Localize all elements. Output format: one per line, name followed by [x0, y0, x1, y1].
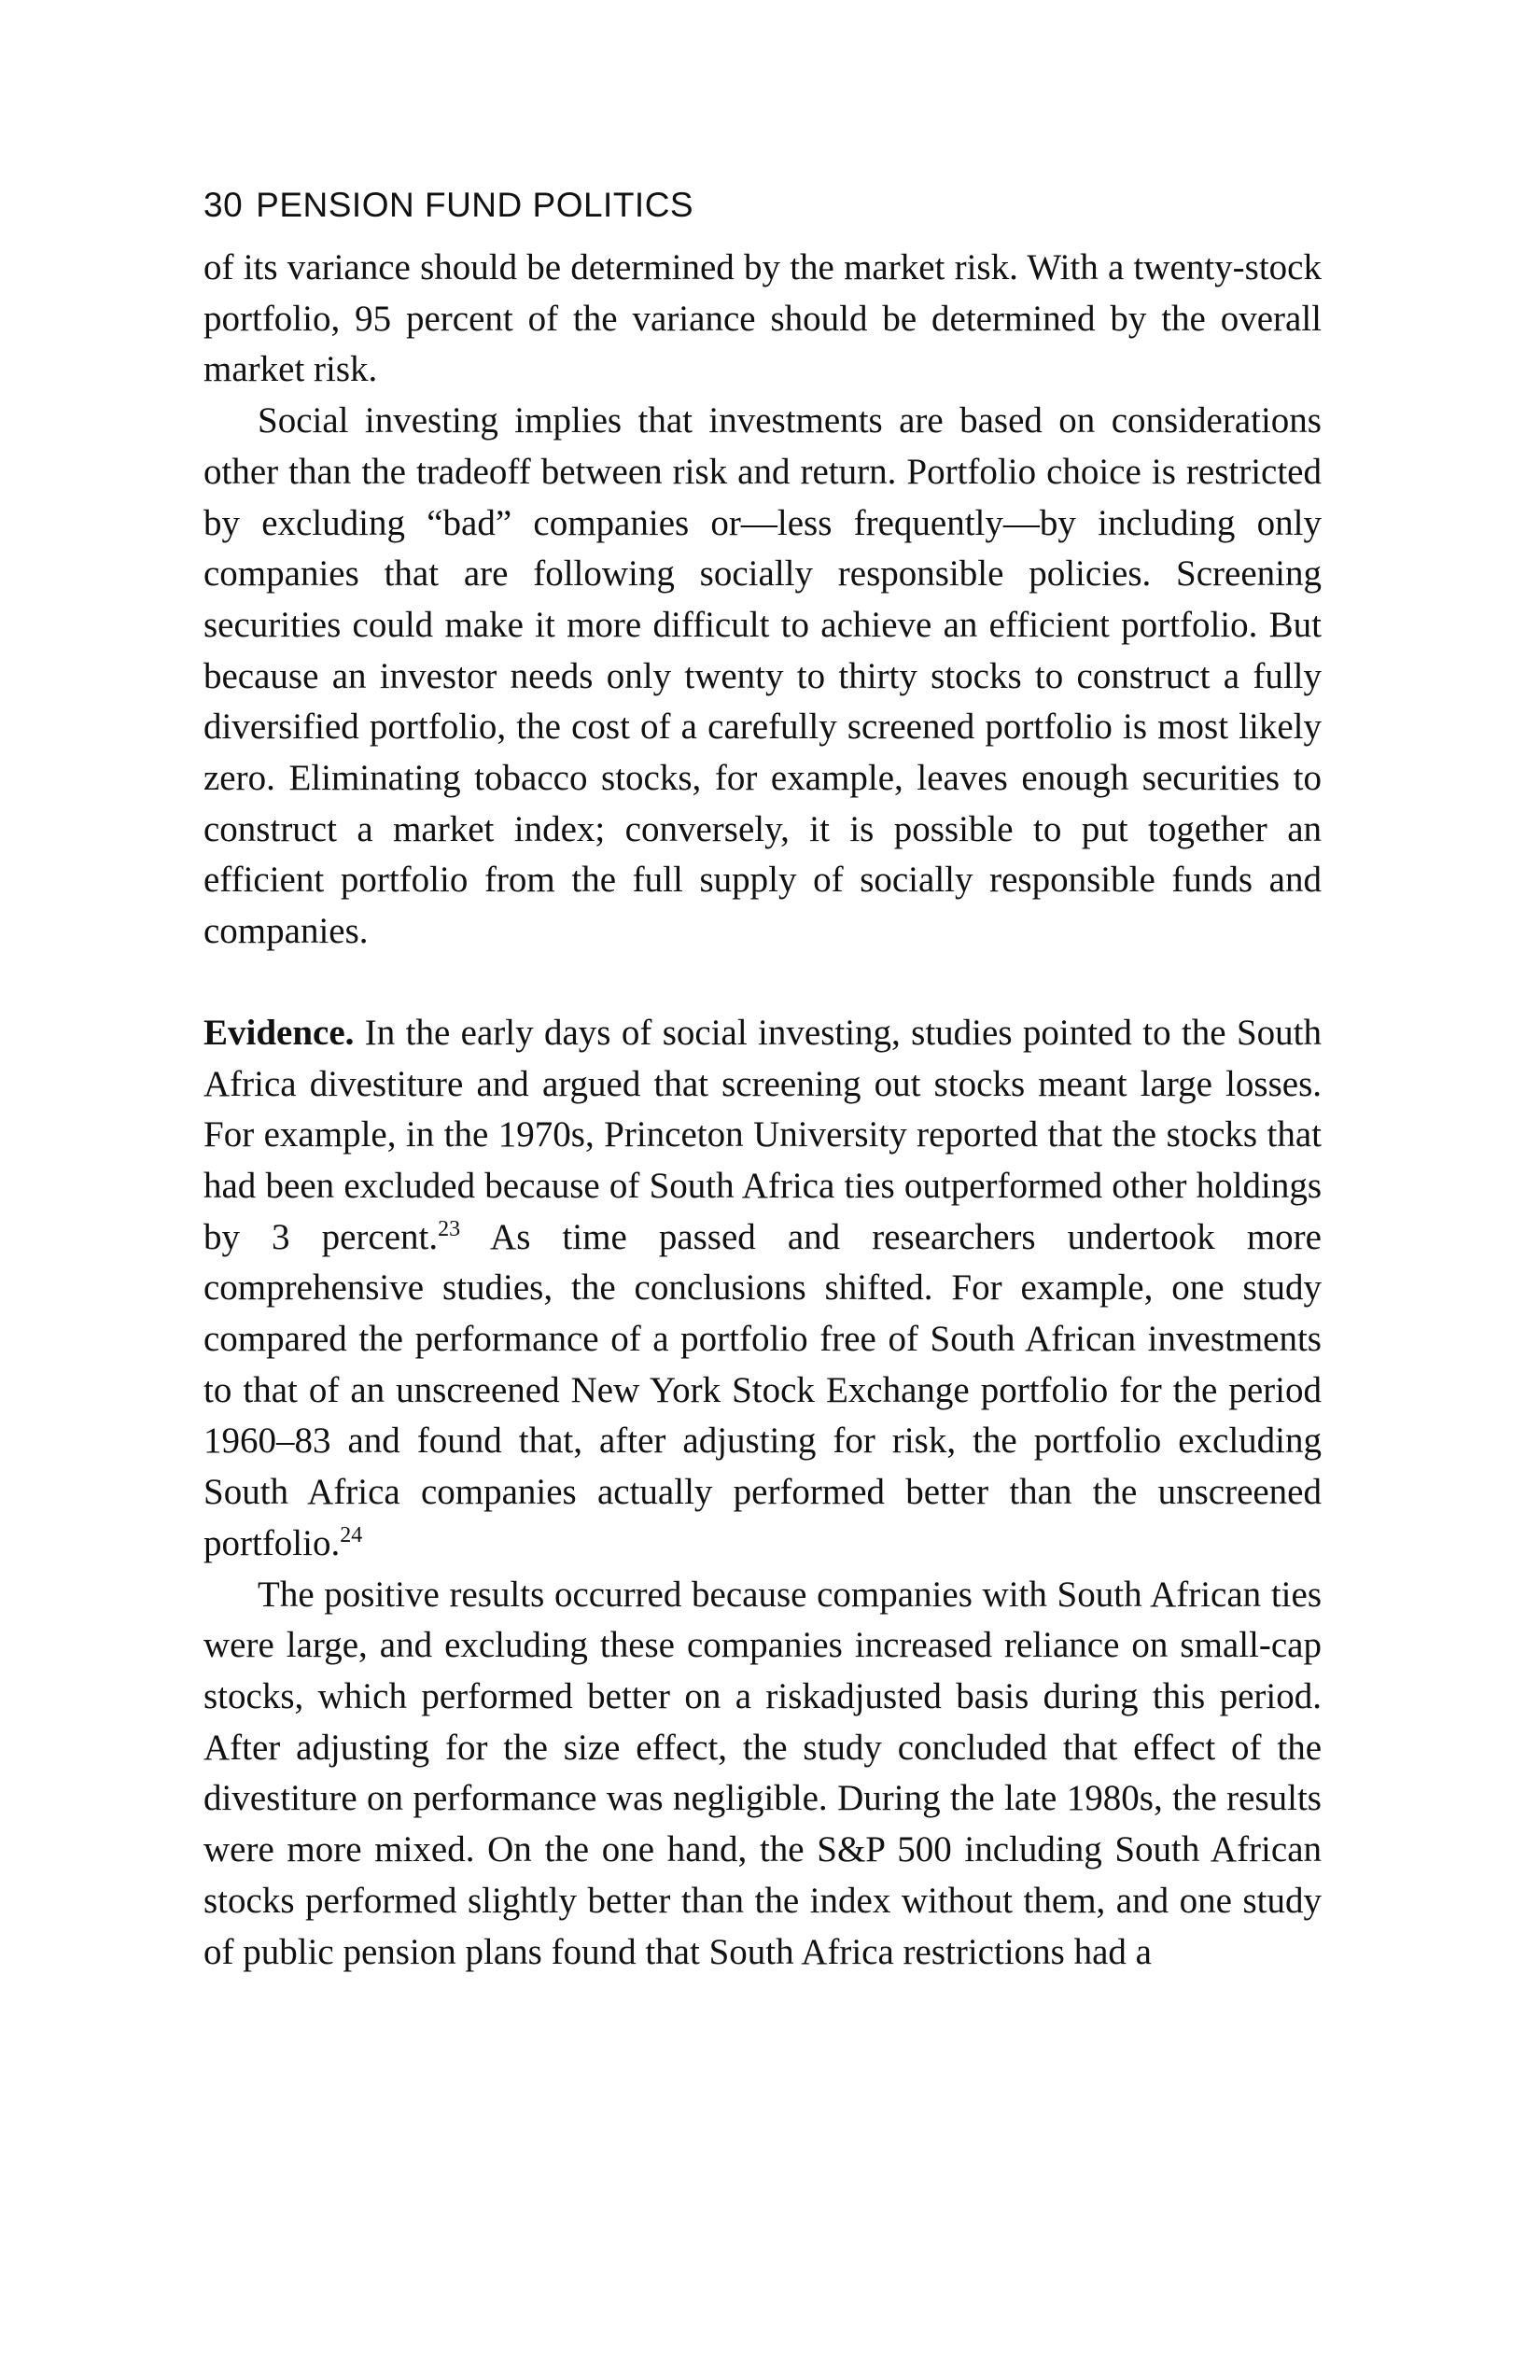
section-heading-evidence: Evidence.: [203, 1012, 355, 1053]
book-page: [203, 185, 1322, 1978]
page-number: 30: [203, 186, 244, 224]
footnote-ref-24[interactable]: 24: [340, 1522, 363, 1547]
running-title: PENSION FUND POLITICS: [256, 186, 694, 224]
paragraph-evidence-text-1: In the early days of social investing, studies pointed to the South Africa divestiture and argued that screening out stocks meant large losses. For example, in the 1970s, Princeton University reported that the stocks that had been excluded because of South Africa ties outperformed other holdings by 3 percent.: [203, 1012, 1322, 1257]
footnote-ref-23[interactable]: 23: [438, 1216, 461, 1241]
paragraph-evidence: [203, 1008, 1322, 1570]
paragraph-evidence-text-2: As time passed and researchers undertook more comprehensive studies, the conclusions shifted. For example, one study compared the performance of a portfolio free of South African investments to that of an unscreened New York Stock Exchange portfolio for the period 1960–83 and found that, after adjusting for risk, the portfolio excluding South Africa companies actually performed better than the unscreened portfolio.: [203, 1216, 1322, 1563]
running-head: [203, 185, 1322, 226]
paragraph-continuation: of its variance should be determined by the market risk. With a twenty-stock portfolio, 95 percent of the variance should be determined by the overall market risk.: [203, 247, 1322, 390]
paragraph-social-investing: Social investing implies that investments are based on considerations other than the tradeoff between risk and return. Portfolio choice is restricted by excluding “bad” companies or—less frequently—by including only companies that are following socially responsible policies. Screening securities could make it more difficult to achieve an efficient portfolio. But because an investor needs only twenty to thirty stocks to construct a fully diversified portfolio, the cost of a carefully screened portfolio is most likely zero. Eliminating tobacco stocks, for example, leaves enough securities to construct a market index; conversely, it is possible to put together an efficient portfolio from the full supply of socially responsible funds and companies.: [203, 400, 1322, 952]
paragraph-positive-results: The positive results occurred because companies with South African ties were large, and excluding these companies increased reliance on small-cap stocks, which performed better on a riskadjusted basis during this period. After adjusting for the size effect, the study concluded that effect of the divestiture on performance was negligible. During the late 1980s, the results were more mixed. On the one hand, the S&P 500 including South African stocks performed slightly better than the index without them, and one study of public pension plans found that South Africa restrictions had a: [203, 1574, 1322, 1972]
